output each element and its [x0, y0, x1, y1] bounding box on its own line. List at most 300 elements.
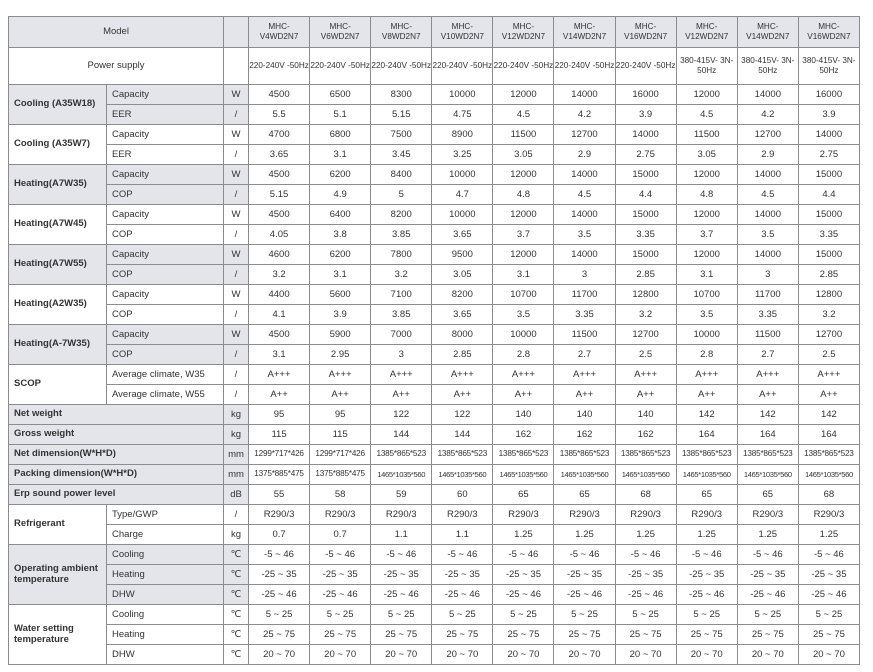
table-row [9, 605, 860, 625]
value-cell: 11500 [493, 125, 554, 145]
value-cell: 12000 [676, 165, 737, 185]
table-row [9, 625, 860, 645]
unit-header-cell [224, 17, 249, 48]
table-row [9, 325, 860, 345]
value-cell: A+++ [798, 365, 859, 385]
table-row [9, 385, 860, 405]
power-unit-cell [224, 48, 249, 85]
value-cell: 140 [615, 405, 676, 425]
value-cell: 2.85 [615, 265, 676, 285]
value-cell: 3.35 [554, 305, 615, 325]
power-supply-value: 220-240V -50Hz [249, 48, 310, 85]
value-cell: 2.7 [737, 345, 798, 365]
model-name: MHC- V12WD2N7 [676, 17, 737, 48]
value-cell: 2.5 [615, 345, 676, 365]
value-cell: 12000 [676, 85, 737, 105]
row-label: Heating [107, 625, 224, 645]
unit-cell: kg [224, 405, 249, 425]
value-cell: 12700 [615, 325, 676, 345]
value-cell: 1375*885*475 [310, 465, 371, 485]
value-cell: 5 ~ 25 [493, 605, 554, 625]
unit-cell: W [224, 325, 249, 345]
row-label: Packing dimension(W*H*D) [9, 465, 224, 485]
value-cell: 5 ~ 25 [432, 605, 493, 625]
value-cell: 25 ~ 75 [798, 625, 859, 645]
value-cell: 4.1 [249, 305, 310, 325]
value-cell: 10000 [493, 325, 554, 345]
value-cell: 8900 [432, 125, 493, 145]
value-cell: 1385*865*523 [371, 445, 432, 465]
value-cell: 1385*865*523 [432, 445, 493, 465]
value-cell: -25 ~ 35 [554, 565, 615, 585]
value-cell: 14000 [737, 85, 798, 105]
unit-cell: ℃ [224, 625, 249, 645]
unit-cell: W [224, 125, 249, 145]
value-cell: A+++ [615, 365, 676, 385]
value-cell: 2.9 [737, 145, 798, 165]
row-label: EER [107, 105, 224, 125]
value-cell: 3.5 [676, 305, 737, 325]
value-cell: A++ [371, 385, 432, 405]
value-cell: 4.5 [737, 185, 798, 205]
value-cell: 5 ~ 25 [676, 605, 737, 625]
value-cell: 20 ~ 70 [554, 645, 615, 665]
value-cell: 7100 [371, 285, 432, 305]
value-cell: -25 ~ 46 [737, 585, 798, 605]
value-cell: 8200 [371, 205, 432, 225]
value-cell: 5900 [310, 325, 371, 345]
value-cell: 58 [310, 485, 371, 505]
value-cell: 3 [737, 265, 798, 285]
value-cell: 25 ~ 75 [249, 625, 310, 645]
value-cell: 1.25 [676, 525, 737, 545]
value-cell: 142 [737, 405, 798, 425]
row-label: COP [107, 185, 224, 205]
value-cell: -25 ~ 35 [676, 565, 737, 585]
value-cell: -5 ~ 46 [554, 545, 615, 565]
value-cell: 12000 [493, 85, 554, 105]
unit-cell: mm [224, 445, 249, 465]
value-cell: -25 ~ 35 [432, 565, 493, 585]
value-cell: 1299*717*426 [310, 445, 371, 465]
value-cell: 3 [554, 265, 615, 285]
value-cell: 142 [798, 405, 859, 425]
table-row [9, 485, 860, 505]
value-cell: 10700 [493, 285, 554, 305]
value-cell: 3.05 [676, 145, 737, 165]
row-label: Capacity [107, 125, 224, 145]
value-cell: 6800 [310, 125, 371, 145]
unit-cell: / [224, 105, 249, 125]
value-cell: 5.1 [310, 105, 371, 125]
group-label: Heating(A7W35) [9, 165, 107, 205]
value-cell: 55 [249, 485, 310, 505]
table-row [9, 145, 860, 165]
model-name: MHC- V14WD2N7 [737, 17, 798, 48]
value-cell: 4.4 [798, 185, 859, 205]
value-cell: 4500 [249, 325, 310, 345]
power-supply-value: 380-415V- 3N-50Hz [676, 48, 737, 85]
value-cell: 3.1 [310, 265, 371, 285]
value-cell: 3.85 [371, 305, 432, 325]
unit-cell: W [224, 285, 249, 305]
value-cell: -25 ~ 46 [615, 585, 676, 605]
value-cell: 14000 [554, 205, 615, 225]
value-cell: 6400 [310, 205, 371, 225]
value-cell: -5 ~ 46 [798, 545, 859, 565]
value-cell: 164 [798, 425, 859, 445]
value-cell: 162 [615, 425, 676, 445]
row-label: COP [107, 345, 224, 365]
value-cell: 25 ~ 75 [554, 625, 615, 645]
value-cell: A+++ [371, 365, 432, 385]
group-label: Operating ambient temperature [9, 545, 107, 605]
value-cell: 14000 [737, 205, 798, 225]
value-cell: 25 ~ 75 [371, 625, 432, 645]
value-cell: 25 ~ 75 [310, 625, 371, 645]
value-cell: 14000 [554, 85, 615, 105]
value-cell: 6500 [310, 85, 371, 105]
unit-cell: / [224, 265, 249, 285]
value-cell: -5 ~ 46 [676, 545, 737, 565]
value-cell: -25 ~ 46 [310, 585, 371, 605]
table-row [9, 265, 860, 285]
value-cell: R290/3 [615, 505, 676, 525]
row-label: Capacity [107, 325, 224, 345]
row-label: Capacity [107, 205, 224, 225]
group-label: SCOP [9, 365, 107, 405]
value-cell: 25 ~ 75 [737, 625, 798, 645]
power-supply-value: 220-240V -50Hz [371, 48, 432, 85]
value-cell: -5 ~ 46 [493, 545, 554, 565]
group-label: Water setting temperature [9, 605, 107, 665]
value-cell: -25 ~ 35 [798, 565, 859, 585]
value-cell: 4.8 [676, 185, 737, 205]
row-label: DHW [107, 585, 224, 605]
table-row [9, 85, 860, 105]
row-label: Heating [107, 565, 224, 585]
value-cell: 8200 [432, 285, 493, 305]
value-cell: 5.5 [249, 105, 310, 125]
row-label: Average climate, W35 [107, 365, 224, 385]
value-cell: R290/3 [676, 505, 737, 525]
value-cell: 4.2 [554, 105, 615, 125]
group-label: Heating(A2W35) [9, 285, 107, 325]
value-cell: 115 [249, 425, 310, 445]
value-cell: 4.9 [310, 185, 371, 205]
value-cell: 25 ~ 75 [432, 625, 493, 645]
value-cell: A++ [676, 385, 737, 405]
model-name: MHC- V6WD2N7 [310, 17, 371, 48]
row-label: DHW [107, 645, 224, 665]
value-cell: 1.1 [371, 525, 432, 545]
unit-cell: / [224, 365, 249, 385]
row-label: Erp sound power level [9, 485, 224, 505]
value-cell: 10000 [432, 205, 493, 225]
unit-cell: ℃ [224, 565, 249, 585]
row-label: Average climate, W55 [107, 385, 224, 405]
value-cell: 162 [554, 425, 615, 445]
power-supply-label: Power supply [9, 48, 224, 85]
group-label: Refrigerant [9, 505, 107, 545]
value-cell: 0.7 [310, 525, 371, 545]
value-cell: 5 [371, 185, 432, 205]
value-cell: 15000 [798, 165, 859, 185]
value-cell: 1385*865*523 [615, 445, 676, 465]
value-cell: 3.65 [432, 225, 493, 245]
value-cell: R290/3 [798, 505, 859, 525]
unit-cell: / [224, 345, 249, 365]
value-cell: 12700 [737, 125, 798, 145]
value-cell: 5 ~ 25 [615, 605, 676, 625]
value-cell: 20 ~ 70 [432, 645, 493, 665]
value-cell: 4500 [249, 85, 310, 105]
value-cell: 25 ~ 75 [615, 625, 676, 645]
row-label: COP [107, 225, 224, 245]
value-cell: 1465*1035*560 [615, 465, 676, 485]
value-cell: -25 ~ 46 [493, 585, 554, 605]
power-supply-value: 220-240V -50Hz [310, 48, 371, 85]
value-cell: 16000 [798, 85, 859, 105]
table-row [9, 225, 860, 245]
unit-cell: / [224, 505, 249, 525]
value-cell: 3.1 [676, 265, 737, 285]
table-row [9, 525, 860, 545]
value-cell: 20 ~ 70 [798, 645, 859, 665]
group-label: Heating(A7W55) [9, 245, 107, 285]
value-cell: -25 ~ 46 [432, 585, 493, 605]
unit-cell: kg [224, 425, 249, 445]
unit-cell: W [224, 205, 249, 225]
value-cell: -25 ~ 35 [371, 565, 432, 585]
unit-cell: dB [224, 485, 249, 505]
value-cell: 12000 [493, 245, 554, 265]
value-cell: 20 ~ 70 [676, 645, 737, 665]
value-cell: 11500 [676, 125, 737, 145]
group-label: Cooling (A35W7) [9, 125, 107, 165]
unit-cell: W [224, 245, 249, 265]
value-cell: 4.5 [676, 105, 737, 125]
power-supply-value: 220-240V -50Hz [432, 48, 493, 85]
power-supply-value: 220-240V -50Hz [554, 48, 615, 85]
value-cell: 95 [249, 405, 310, 425]
value-cell: 12000 [493, 205, 554, 225]
value-cell: 164 [737, 425, 798, 445]
value-cell: 3.45 [371, 145, 432, 165]
value-cell: R290/3 [371, 505, 432, 525]
table-row [9, 445, 860, 465]
value-cell: 5 ~ 25 [554, 605, 615, 625]
value-cell: 4.05 [249, 225, 310, 245]
unit-cell: / [224, 145, 249, 165]
value-cell: 14000 [798, 125, 859, 145]
value-cell: 2.75 [615, 145, 676, 165]
value-cell: 1.25 [737, 525, 798, 545]
value-cell: 4.8 [493, 185, 554, 205]
model-name: MHC- V16WD2N7 [798, 17, 859, 48]
value-cell: -25 ~ 35 [310, 565, 371, 585]
value-cell: 2.95 [310, 345, 371, 365]
model-name: MHC- V8WD2N7 [371, 17, 432, 48]
value-cell: 164 [676, 425, 737, 445]
value-cell: R290/3 [249, 505, 310, 525]
value-cell: 1465*1035*560 [432, 465, 493, 485]
value-cell: 3.65 [432, 305, 493, 325]
table-row [9, 285, 860, 305]
value-cell: 20 ~ 70 [737, 645, 798, 665]
value-cell: R290/3 [493, 505, 554, 525]
value-cell: 5 ~ 25 [737, 605, 798, 625]
group-label: Cooling (A35W18) [9, 85, 107, 125]
value-cell: 20 ~ 70 [615, 645, 676, 665]
value-cell: 4700 [249, 125, 310, 145]
value-cell: 11700 [737, 285, 798, 305]
value-cell: -5 ~ 46 [432, 545, 493, 565]
value-cell: 4.2 [737, 105, 798, 125]
value-cell: 12700 [554, 125, 615, 145]
value-cell: 0.7 [249, 525, 310, 545]
power-supply-value: 220-240V -50Hz [493, 48, 554, 85]
value-cell: A++ [249, 385, 310, 405]
value-cell: 5600 [310, 285, 371, 305]
model-name: MHC- V14WD2N7 [554, 17, 615, 48]
value-cell: 11500 [554, 325, 615, 345]
value-cell: -5 ~ 46 [615, 545, 676, 565]
value-cell: 4.75 [432, 105, 493, 125]
value-cell: 2.8 [676, 345, 737, 365]
value-cell: 3.05 [432, 265, 493, 285]
value-cell: 59 [371, 485, 432, 505]
value-cell: 15000 [798, 245, 859, 265]
value-cell: 3.8 [310, 225, 371, 245]
row-label: Capacity [107, 285, 224, 305]
model-name: MHC- V16WD2N7 [615, 17, 676, 48]
value-cell: 1465*1035*560 [737, 465, 798, 485]
value-cell: 8300 [371, 85, 432, 105]
value-cell: 3.2 [615, 305, 676, 325]
value-cell: 4500 [249, 165, 310, 185]
value-cell: R290/3 [432, 505, 493, 525]
unit-cell: / [224, 385, 249, 405]
value-cell: A++ [493, 385, 554, 405]
value-cell: 7800 [371, 245, 432, 265]
value-cell: 12000 [676, 245, 737, 265]
value-cell: 4400 [249, 285, 310, 305]
model-name: MHC- V10WD2N7 [432, 17, 493, 48]
value-cell: 1.25 [554, 525, 615, 545]
value-cell: -25 ~ 46 [676, 585, 737, 605]
value-cell: 14000 [554, 165, 615, 185]
value-cell: 3.2 [798, 305, 859, 325]
value-cell: A+++ [310, 365, 371, 385]
value-cell: 3.5 [554, 225, 615, 245]
row-label: Net weight [9, 405, 224, 425]
model-name: MHC- V4WD2N7 [249, 17, 310, 48]
table-row [9, 185, 860, 205]
value-cell: 5 ~ 25 [798, 605, 859, 625]
table-row [9, 205, 860, 225]
value-cell: -5 ~ 46 [310, 545, 371, 565]
unit-cell: mm [224, 465, 249, 485]
table-row [9, 545, 860, 565]
row-label: Type/GWP [107, 505, 224, 525]
row-label: EER [107, 145, 224, 165]
value-cell: -25 ~ 35 [737, 565, 798, 585]
value-cell: 140 [554, 405, 615, 425]
value-cell: 7500 [371, 125, 432, 145]
table-row [9, 245, 860, 265]
value-cell: 122 [432, 405, 493, 425]
value-cell: -25 ~ 35 [493, 565, 554, 585]
value-cell: R290/3 [737, 505, 798, 525]
value-cell: -25 ~ 35 [615, 565, 676, 585]
value-cell: A+++ [249, 365, 310, 385]
value-cell: 144 [371, 425, 432, 445]
value-cell: -25 ~ 46 [798, 585, 859, 605]
table-row [9, 645, 860, 665]
value-cell: 20 ~ 70 [249, 645, 310, 665]
value-cell: 4.5 [493, 105, 554, 125]
value-cell: 20 ~ 70 [493, 645, 554, 665]
value-cell: 140 [493, 405, 554, 425]
group-label: Heating(A7W45) [9, 205, 107, 245]
value-cell: 3.85 [371, 225, 432, 245]
table-row [9, 405, 860, 425]
value-cell: 2.9 [554, 145, 615, 165]
value-cell: 10000 [432, 165, 493, 185]
value-cell: 1385*865*523 [554, 445, 615, 465]
value-cell: 142 [676, 405, 737, 425]
value-cell: 3.35 [798, 225, 859, 245]
value-cell: 4.5 [554, 185, 615, 205]
value-cell: A++ [798, 385, 859, 405]
value-cell: 12800 [615, 285, 676, 305]
value-cell: 9500 [432, 245, 493, 265]
value-cell: 10000 [676, 325, 737, 345]
value-cell: 11500 [737, 325, 798, 345]
value-cell: 122 [371, 405, 432, 425]
table-row [9, 345, 860, 365]
value-cell: 7000 [371, 325, 432, 345]
value-cell: 65 [737, 485, 798, 505]
value-cell: 1299*717*426 [249, 445, 310, 465]
unit-cell: ℃ [224, 605, 249, 625]
row-label: Cooling [107, 605, 224, 625]
value-cell: 65 [493, 485, 554, 505]
value-cell: A+++ [676, 365, 737, 385]
value-cell: 10000 [432, 85, 493, 105]
value-cell: 3.2 [371, 265, 432, 285]
value-cell: 1.25 [798, 525, 859, 545]
value-cell: 3.5 [737, 225, 798, 245]
value-cell: 8400 [371, 165, 432, 185]
value-cell: 14000 [615, 125, 676, 145]
value-cell: 11700 [554, 285, 615, 305]
value-cell: 10700 [676, 285, 737, 305]
value-cell: 1465*1035*560 [554, 465, 615, 485]
power-supply-value: 380-415V- 3N-50Hz [798, 48, 859, 85]
value-cell: 14000 [737, 165, 798, 185]
row-label: COP [107, 265, 224, 285]
row-label: Capacity [107, 165, 224, 185]
value-cell: 2.85 [432, 345, 493, 365]
value-cell: 3 [371, 345, 432, 365]
value-cell: 3.9 [310, 305, 371, 325]
value-cell: 95 [310, 405, 371, 425]
value-cell: 3.1 [310, 145, 371, 165]
value-cell: 144 [432, 425, 493, 445]
value-cell: R290/3 [554, 505, 615, 525]
